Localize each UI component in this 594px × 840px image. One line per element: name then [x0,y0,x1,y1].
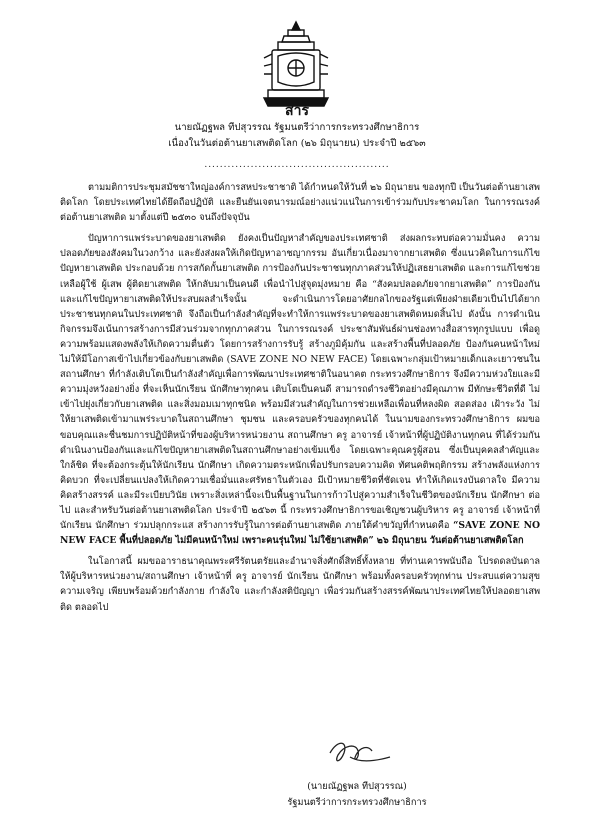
document-title: สาร [285,103,309,119]
message-body [60,180,540,621]
paragraph-1: ตามมติการประชุมสมัชชาใหญ่องค์การสหประชาชาติ ได้กำหนดให้วันที่ ๒๖ มิถุนายน ของทุกปี เป็นวันต่อต้านยาเสพติดโลก โดยประเทศไทยได้ยึดถือปฏิบัติ และยืนยันเจตนารมณ์อย่างแน่วแน่ในการเข้าร่วมกับประชาคมโลก ในการรณรงค์ต่อต้านยาเสพติด มาตั้งแต่ปี ๒๕๓๐ จนถึงปัจจุบัน [60,182,540,224]
garuda-seal-icon [258,20,334,108]
campaign-slogan: “SAVE ZONE NO NEW FACE พื้นที่ปลอดภัย ไม่มีคนหน้าใหม่ เพราะคนรุ่นใหม่ ไม่ใช้ยาเสพติด” ๒๖ มิถุนายน วันต่อต้านยาเสพติดโลก [60,520,541,547]
occasion-line: เนื่องในวันต่อต้านยาเสพติดโลก (๒๖ มิถุนายน) ประจำปี ๒๕๖๓ [168,138,426,149]
signatory-position: รัฐมนตรีว่าการกระทรวงศึกษาธิการ [287,797,427,808]
signatory-name: (นายณัฏฐพล ทีปสุวรรณ) [307,781,407,792]
dotted-divider: ................................................ [204,160,390,170]
paragraph-2 [60,231,540,548]
paragraph-3: ในโอกาสนี้ ผมขออาราธนาคุณพระศรีรัตนตรัยและอำนาจสิ่งศักดิ์สิทธิ์ทั้งหลาย ที่ท่านเคารพนับถือ โปรดดลบันดาลให้ผู้บริหารหน่วยงาน/สถานศึกษา เจ้าหน้าที่ ครู อาจารย์ นักเรียน นักศึกษา พร้อมทั้งครอบครัวทุกท่าน ประสบแต่ความสุข ความเจริญ เพียบพร้อมด้วยกำลังกาย กำลังใจ และกำลังสติปัญญา เพื่อร่วมกันสร้างสรรค์พัฒนาประเทศไทยให้ปลอดยาเสพติด ตลอดไป [60,556,540,613]
sender-line: นายณัฏฐพล ทีปสุวรรณ รัฐมนตรีว่าการกระทรวงศึกษาธิการ [174,122,420,133]
handwritten-signature-icon [300,733,420,771]
paragraph-2-text: ปัญหาการแพร่ระบาดของยาเสพติด ยังคงเป็นปัญหาสำคัญของประเทศชาติ ส่งผลกระทบต่อความมั่นคง ความปลอดภัยของสังคมในวงกว้าง และยังส่งผลให้เกิดปัญหาอาชญากรรม อันเกี่ยวเนื่องมาจากยาเสพติด ซึ่งแนวคิดในการแก้ไขปัญหายาเสพติด ประกอบด้วย การสกัดกั้นยาเสพติด การป้องกันประชาชนทุกภาคส่วนให้ปฏิเสธยาเสพติด และการแก้ไขช่วยเหลือผู้ใช้ ผู้เสพ ผู้ติดยาเสพติด ให้กลับมาเป็นคนดี เพื่อนำไปสู่จุดมุ่งหมาย คือ “สังคมปลอดภัยจากยาเสพติด” การป้องกันและแก้ไขปัญหายาเสพติดให้ประสบผลสำเร็จนั้น จะดำเนินการโดยอาศัยกลไกของรัฐแต่เพียงฝ่ายเดียวเป็นไปได้ยาก ประชาชนทุกคนในประเทศชาติ จึงถือเป็นกำลังสำคัญที่จะทำให้การแพร่ระบาดของยาเสพติดหมดสิ้นไป ดังนั้น การดำเนินกิจกรรมจึงเน้นการสร้างการมีส่วนร่วมจากทุกภาคส่วน ในการรณรงค์ ประชาสัมพันธ์ผ่านช่องทางสื่อสารทุกรูปแบบ เพื่อดูความพร้อมแสดงพลังให้เกิดความตื่นตัว โดยการสร้างการรับรู้ สร้างภูมิคุ้มกัน และสร้างพื้นที่ปลอดภัย ป้องกันคนหน้าใหม่ไม่ให้มีโอกาสเข้าไปเกี่ยวข้องกับยาเสพติด (SAVE ZONE NO NEW FACE) โดยเฉพาะกลุ่มเป้าหมายเด็กและเยาวชนในสถานศึกษา ที่กำลังเติบโตเป็นกำลังสำคัญเพื่อการพัฒนาประเทศชาติในอนาคต กระทรวงศึกษาธิการ จึงมีความห่วงใยและมีความมุ่งหวังอย่างยิ่ง ที่จะเห็นนักเรียน นักศึกษาทุกคน เติบโตเป็นคนดี สามารถดำรงชีวิตอย่างมีคุณภาพ มีทักษะชีวิตที่ดี ไม่เข้าไปยุ่งเกี่ยวกับยาเสพติด และสิ่งมอมเมาทุกชนิด พร้อมมีส่วนสำคัญในการช่วยเหลือเพื่อนที่หลงผิด สอดส่อง เฝ้าระวัง ไม่ให้ยาเสพติดเข้ามาแพร่ระบาดในสถานศึกษา ชุมชน และครอบครัวของทุกคนได้ ในนามของกระทรวงศึกษาธิการ ผมขอขอบคุณและชื่นชมการปฏิบัติหน้าที่ของผู้บริหารหน่วยงาน สถานศึกษา ครู อาจารย์ เจ้าหน้าที่ผู้ปฏิบัติงานทุกคน ที่ได้ร่วมกันดำเนินงานป้องกันและแก้ไขปัญหายาเสพติดในสถานศึกษาอย่างเข้มแข็ง โดยเฉพาะคุณครูผู้สอน ซึ่งเป็นบุคคลสำคัญและใกล้ชิด ที่จะต้องกระตุ้นให้นักเรียน นักศึกษา เกิดความตระหนักเพื่อปรับกรอบความคิด ทัศนคติพฤติกรรม สร้างพลังแห่งการคิดบวก ที่จะเปลี่ยนแปลงให้เกิดความเชื่อมั่นและศรัทธาในตัวเอง มีเป้าหมายชีวิตที่ชัดเจน ทำให้เกิดแรงบันดาลใจ มีความคิดสร้างสรรค์ และมีระเบียบวินัย เพราะสิ่งเหล่านี้จะเป็นพื้นฐานในการก้าวไปสู่ความสำเร็จในชีวิตของนักเรียน นักศึกษา ต่อไป และสำหรับวันต่อต้านยาเสพติดโลก ประจำปี ๒๕๖๓ นี้ กระทรวงศึกษาธิการขอเชิญชวนผู้บริหาร ครู อาจารย์ เจ้าหน้าที่ นักเรียน นักศึกษา ร่วมปลุกกระแส สร้างการรับรู้ในการต่อต้านยาเสพติด ภายใต้คำขวัญที่กำหนดคือ [60,233,540,532]
